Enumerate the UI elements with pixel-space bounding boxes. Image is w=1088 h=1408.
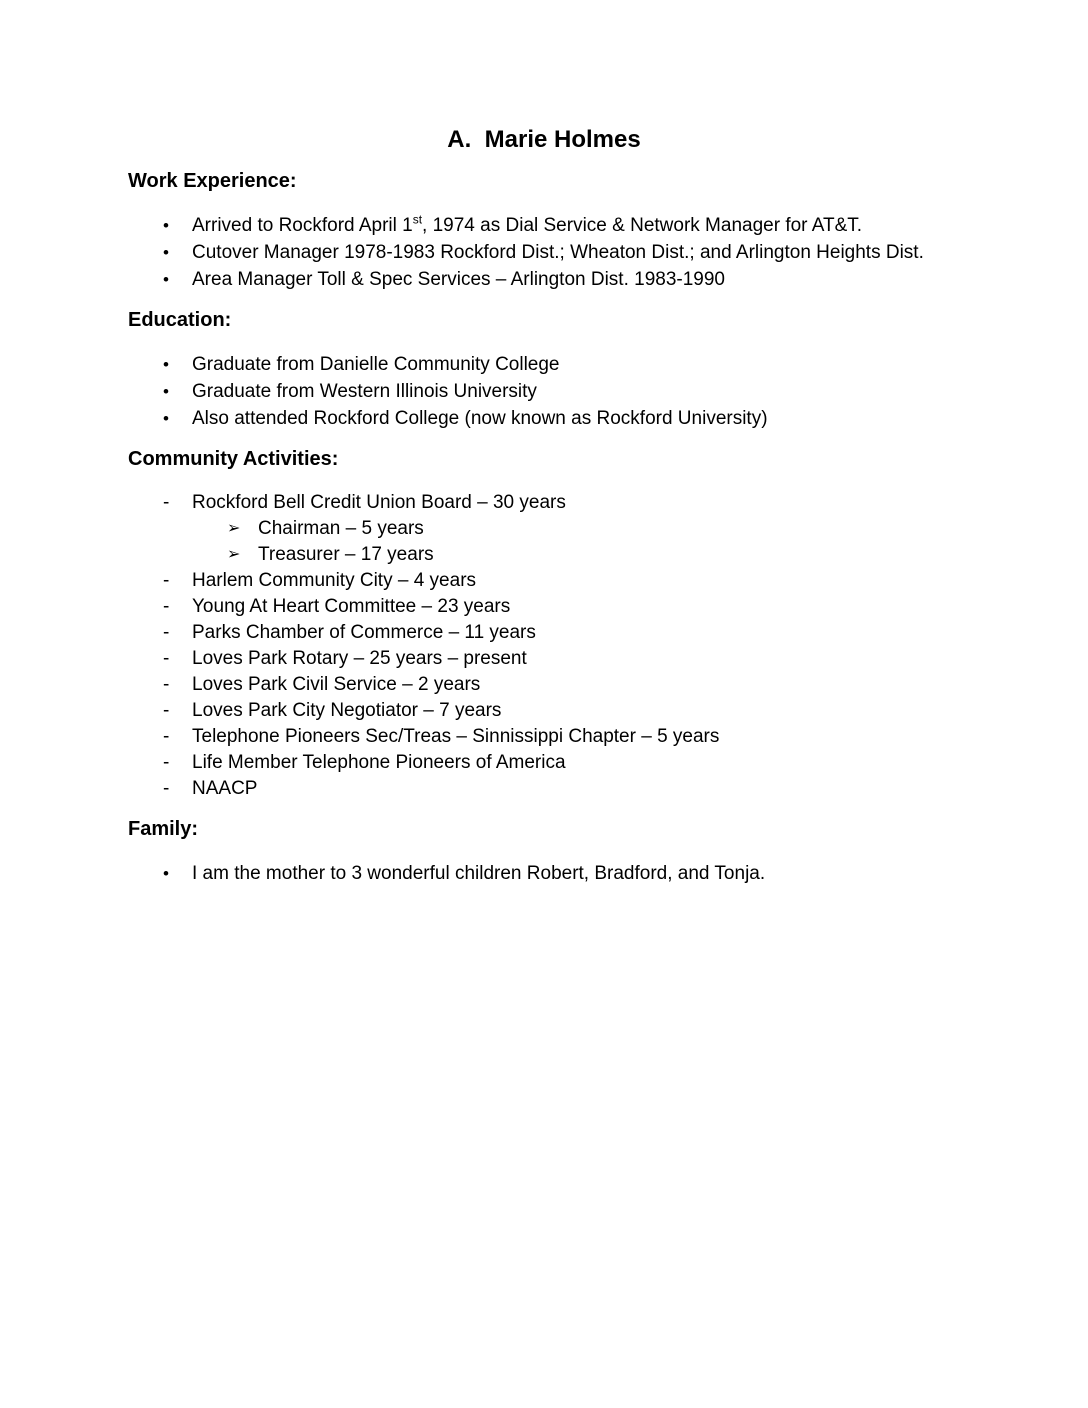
list-item-text: I am the mother to 3 wonderful children Robert, Bradford, and Tonja. [192,863,766,884]
dash-marker: - [163,700,170,721]
bullet-marker: • [163,216,169,235]
list-item-text: Graduate from Danielle Community College [192,354,560,375]
list-item-text: Graduate from Western Illinois University [192,381,537,402]
section-heading-work-experience: Work Experience: [128,170,297,192]
section-heading-community-activities: Community Activities: [128,448,339,470]
dash-marker: - [163,492,170,513]
dash-marker: - [163,648,170,669]
list-item [128,212,960,239]
family-list [128,860,960,887]
list-item [128,594,960,620]
list-item [128,568,960,594]
list-item-text: Parks Chamber of Commerce – 11 years [192,622,536,643]
dash-marker: - [163,778,170,799]
dash-marker: - [163,752,170,773]
list-item-text: Harlem Community City – 4 years [192,570,477,591]
arrow-marker: ➢ [227,520,241,537]
dash-marker: - [163,596,170,617]
list-item-text: Telephone Pioneers Sec/Treas – Sinnissippi Chapter – 5 years [192,726,720,747]
community-activities-list [128,490,960,802]
list-item-text: Chairman – 5 years [258,518,424,539]
list-item-text: Area Manager Toll & Spec Services – Arlington Dist. 1983-1990 [192,269,726,290]
list-item [128,646,960,672]
bullet-marker: • [163,270,169,289]
list-item-text: NAACP [192,778,258,799]
list-item [128,266,960,293]
dash-marker: - [163,674,170,695]
list-item-text: Also attended Rockford College (now known as Rockford University) [192,408,768,429]
arrow-marker: ➢ [227,546,241,563]
list-item [128,378,960,405]
list-item [128,776,960,802]
work-experience-list [128,212,960,293]
bullet-marker: • [163,382,169,401]
document-title: A. Marie Holmes [447,126,641,153]
list-item-text: Rockford Bell Credit Union Board – 30 years [192,492,566,513]
list-item [128,516,960,542]
list-item-text: Young At Heart Committee – 23 years [192,596,511,617]
section-heading-family: Family: [128,818,199,840]
list-item [128,239,960,266]
list-item-text-pre: Arrived to Rockford April 1 [192,215,413,236]
list-item-text: Life Member Telephone Pioneers of America [192,752,566,773]
education-list [128,351,960,432]
bullet-marker: • [163,864,169,883]
list-item [128,672,960,698]
list-item [128,405,960,432]
list-item [128,750,960,776]
list-item-text: Loves Park City Negotiator – 7 years [192,700,502,721]
list-item-text: Loves Park Civil Service – 2 years [192,674,481,695]
dash-marker: - [163,570,170,591]
list-item-text: Loves Park Rotary – 25 years – present [192,648,527,669]
list-item [128,542,960,568]
dash-marker: - [163,726,170,747]
bullet-marker: • [163,243,169,262]
bullet-marker: • [163,409,169,428]
list-item-text: Treasurer – 17 years [258,544,434,565]
list-item-text: Cutover Manager 1978-1983 Rockford Dist.; Wheaton Dist.; and Arlington Heights Dist. [192,242,924,263]
list-item [128,724,960,750]
list-item [128,351,960,378]
bullet-marker: • [163,355,169,374]
list-item [128,860,960,887]
ordinal-superscript: st [412,212,423,227]
dash-marker: - [163,622,170,643]
list-item [128,698,960,724]
section-heading-education: Education: [128,309,232,331]
list-item-text-post: , 1974 as Dial Service & Network Manager for AT&T. [422,215,863,236]
list-item [128,490,960,516]
list-item-text [192,212,863,236]
list-item [128,620,960,646]
